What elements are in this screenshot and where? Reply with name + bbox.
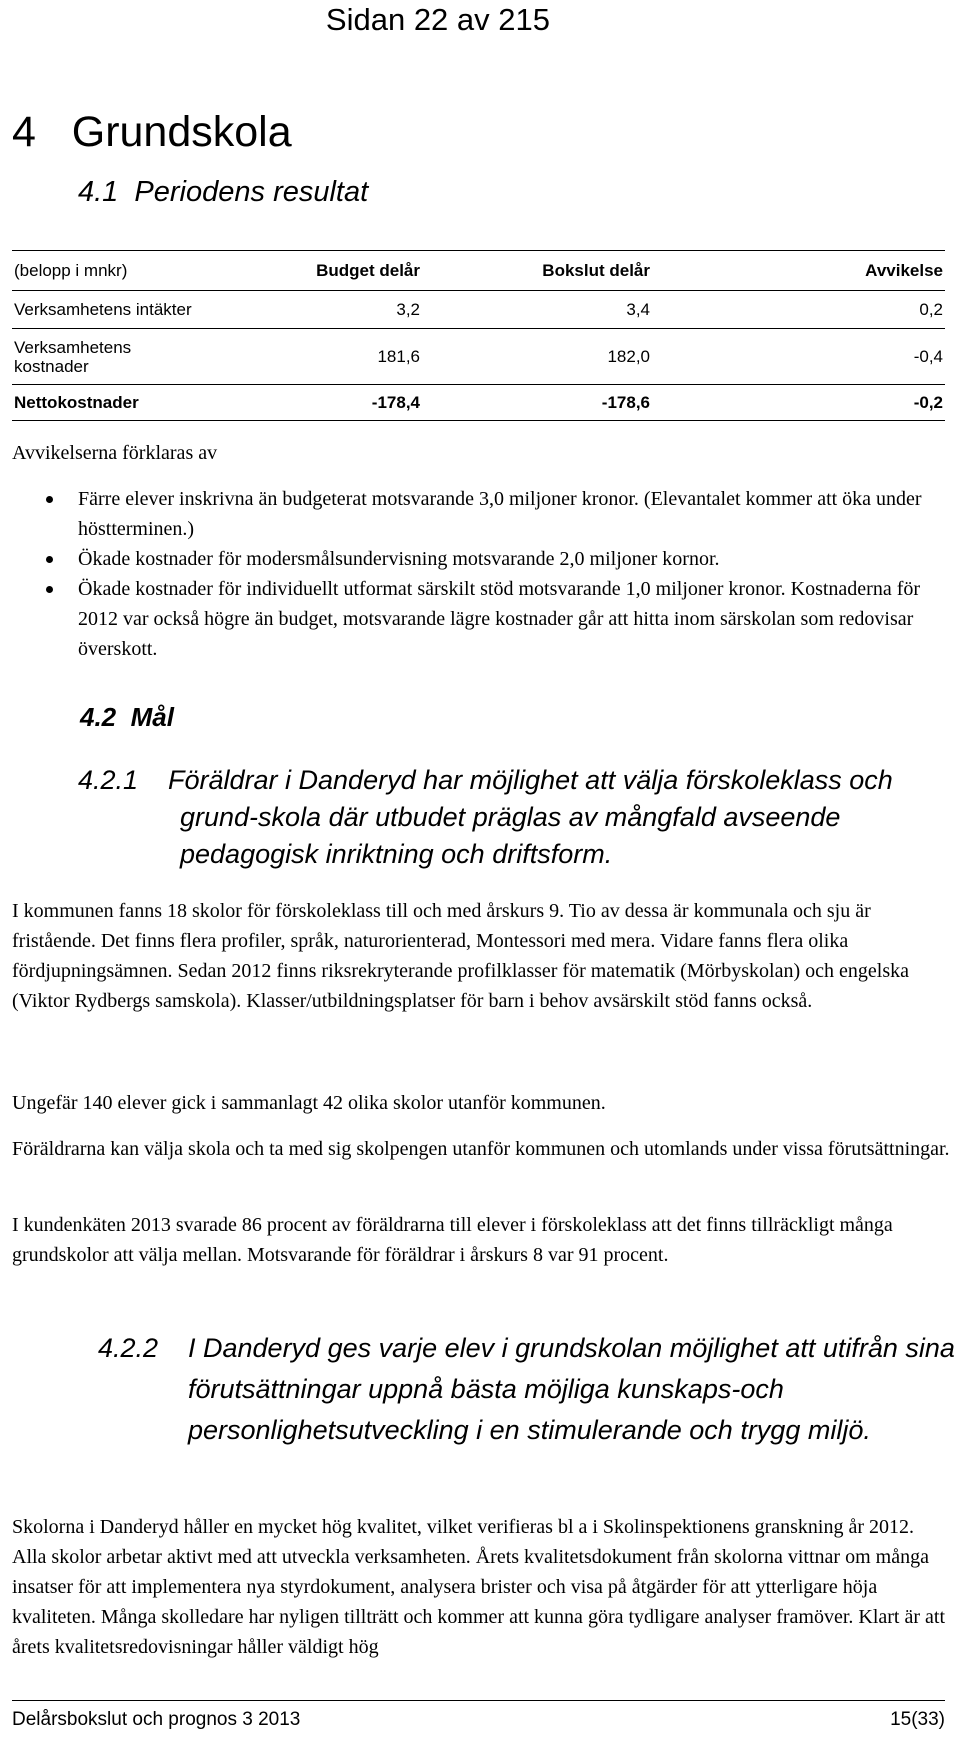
footer-title: Delårsbokslut och prognos 3 2013	[12, 1709, 301, 1730]
paragraph: Föräldrarna kan välja skola och ta med sig skolpengen utanför kommunen och utomlands under vissa förutsättningar.	[12, 1138, 950, 1160]
table-header-cell: Budget delår	[202, 251, 422, 291]
avvikelse-value: -0,2	[652, 385, 945, 421]
table-row-total	[12, 385, 945, 421]
list-item	[40, 484, 945, 544]
table-header-cell: Bokslut delår	[422, 251, 652, 291]
paragraph: Ungefär 140 elever gick i sammanlagt 42 olika skolor utanför kommunen.	[12, 1092, 606, 1114]
table-header-cell: Avvikelse	[652, 251, 945, 291]
avvikelse-value: -0,4	[652, 329, 945, 385]
paragraph: Skolorna i Danderyd håller en mycket hög kvalitet, vilket verifieras bl a i Skolinspektionens granskning år 2012. Alla skolor arbetar aktivt med att utveckla verksamheten. Årets kvalitetsdokument från skolorna vittnar om många insatser för att implementera nya styrdokument, analysera brister och visa på åtgärder för att ytterligare höja kvaliteten. Många skolledare har nyligen tillträtt och kommer att kunna göra tydligare analyser framöver. Klart är att årets kvalitetsredovisningar håller väldigt hög	[12, 1516, 945, 1658]
budget-value: 181,6	[202, 329, 422, 385]
page-footer	[12, 1700, 945, 1731]
goal-number: 4.2.1	[78, 765, 139, 795]
results-table	[12, 250, 945, 421]
bullet-icon	[46, 496, 53, 503]
page-number: 15(33)	[890, 1709, 945, 1730]
paragraph: I kundenkäten 2013 svarade 86 procent av föräldrarna till elever i förskoleklass att det finns tillräckligt många grundskolor att välja mellan. Motsvarande för föräldrar i årskurs 8 var 91 procent.	[12, 1214, 893, 1266]
list-item-text: Ökade kostnader för modersmålsundervisning motsvarande 2,0 miljoner kornor.	[78, 548, 720, 570]
list-item-text: Färre elever inskrivna än budgeterat motsvarande 3,0 miljoner kronor. (Elevantalet kommer att öka under höstterminen.)	[78, 488, 922, 540]
table-header-row	[12, 251, 945, 291]
row-label: Nettokostnader	[12, 385, 202, 421]
table-row	[12, 329, 945, 385]
chapter-title: 4 Grundskola	[12, 108, 292, 156]
bullet-icon	[46, 586, 53, 593]
budget-value: -178,4	[202, 385, 422, 421]
page-header: Sidan 22 av 215	[325, 2, 550, 37]
goal-number: 4.2.2	[98, 1333, 159, 1363]
bokslut-value: -178,6	[422, 385, 652, 421]
section-title-4-1: 4.1 Periodens resultat	[78, 176, 369, 208]
budget-value: 3,2	[202, 291, 422, 329]
bokslut-value: 182,0	[422, 329, 652, 385]
list-item-text: Ökade kostnader för individuellt utformat särskilt stöd motsvarande 1,0 miljoner kronor. Kostnaderna för 2012 var också högre än budget, motsvarande lägre kostnader går att hitta inom särskolan som redovisar överskott.	[78, 578, 921, 660]
bokslut-value: 3,4	[422, 291, 652, 329]
explanation-list	[40, 484, 945, 664]
list-item	[40, 574, 945, 664]
goal-heading-4-2-1	[78, 762, 948, 873]
goal-title: Föräldrar i Danderyd har möjlighet att välja förskoleklass och grund-skola där utbudet präglas av mångfald avseende pedagogisk inriktning och driftsform.	[168, 765, 893, 869]
paragraph: I kommunen fanns 18 skolor för förskoleklass till och med årskurs 9. Tio av dessa är kommunala och sju är fristående. Det finns flera profiler, språk, naturorienterad, Montessori med mera. Vidare fanns flera olika fördjupningsämnen. Sedan 2012 finns riksrekryterande profilklasser för matematik (Mörbyskolan) och engelska (Viktor Rydbergs samskola). Klasser/utbildningsplatser för barn i behov avsärskilt stöd fanns också.	[12, 900, 909, 1012]
table-header-cell: (belopp i mnkr)	[12, 251, 202, 291]
list-item	[40, 544, 945, 574]
row-label: Verksamhetens intäkter	[12, 291, 202, 329]
table-row	[12, 291, 945, 329]
goal-heading-4-2-2	[98, 1328, 958, 1451]
goal-title: I Danderyd ges varje elev i grundskolan möjlighet att utifrån sina förutsättningar uppnå bästa möjliga kunskaps-och personlighetsutveckling i en stimulerande och trygg miljö.	[188, 1333, 955, 1445]
bullet-icon	[46, 556, 53, 563]
explanation-intro: Avvikelserna förklaras av	[12, 442, 218, 464]
section-title-4-2: 4.2 Mål	[80, 702, 174, 732]
avvikelse-value: 0,2	[652, 291, 945, 329]
row-label: Verksamhetens kostnader	[12, 329, 202, 385]
